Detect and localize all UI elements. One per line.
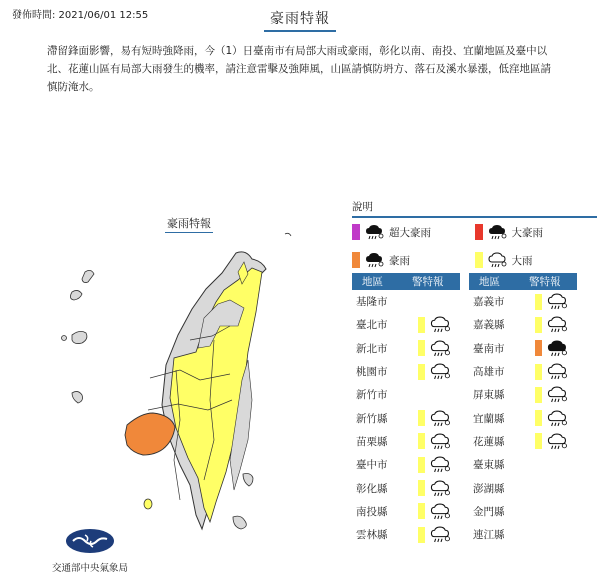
cloud-rain-icon [488,252,508,268]
warning-tables [352,273,598,546]
color-swatch [475,224,483,240]
warning-level-bar [535,410,542,426]
warning-level-bar [418,457,425,473]
area-name: 彰化縣 [356,482,388,495]
table-row [352,523,460,546]
warning-description: 滯留鋒面影響，易有短時強降雨，今（1）日臺南市有局部大雨或豪雨，彰化以南、南投、宜蘭地區及臺中以北、花蓮山區有局部大雨發生的機率，請注意雷擊及強陣風，山區請慎防坍方、落石及溪水暴漲，低窪地區請慎防淹水。 [47,45,551,93]
color-swatch [352,252,360,268]
table-row [352,476,460,499]
warning-level-bar [418,527,425,543]
area-name: 花蓮縣 [473,435,505,448]
warning-level-bar [418,410,425,426]
area-name: 臺南市 [473,342,505,355]
warning-level-bar [535,433,542,449]
table-row [469,406,577,429]
table-row [469,476,577,499]
cloud-rain-icon [430,363,452,380]
table-row [352,383,460,406]
cloud-rain-icon [430,526,452,543]
table-header: 地區 警特報 [469,273,577,290]
area-name: 桃園市 [356,366,388,379]
area-name: 宜蘭縣 [473,412,505,425]
cloud-rain-icon [430,480,452,497]
warning-level-bar [535,364,542,380]
area-name: 南投縣 [356,505,388,518]
table-row [469,360,577,383]
area-name: 臺北市 [356,319,388,332]
table-row [352,290,460,313]
table-row [352,337,460,360]
table-row [469,500,577,523]
legend-title: 說明 [352,199,597,218]
legend [352,199,597,268]
area-name: 澎湖縣 [473,482,505,495]
warning-level-bar [418,480,425,496]
area-name: 金門縣 [473,505,505,518]
color-swatch [475,252,483,268]
page-title: 豪雨特報 [264,8,336,32]
cloud-heavy-rain-icon [488,224,508,240]
publish-time: 發佈時間: 2021/06/01 12:55 [12,10,149,21]
table-row [469,290,577,313]
table-row [352,406,460,429]
area-name: 新北市 [356,342,388,355]
warning-level-bar [418,364,425,380]
table-row [352,313,460,336]
table-row [469,453,577,476]
table-row [469,430,577,453]
cloud-rain-icon [547,293,569,310]
area-name: 臺中市 [356,459,388,472]
cloud-rain-icon [547,410,569,427]
warning-table-right [469,273,577,546]
cloud-rain-icon [430,456,452,473]
agency-name: 交通部中央氣象局 [51,563,128,574]
table-row [469,383,577,406]
cloud-rain-icon [430,503,452,520]
table-row [469,313,577,336]
area-name: 新竹市 [356,389,388,402]
area-name: 嘉義縣 [473,319,505,332]
area-name: 基隆市 [356,296,388,309]
cloud-rain-icon [430,340,452,357]
table-row [352,500,460,523]
table-row [352,430,460,453]
cloud-rain-icon [430,316,452,333]
taiwan-warning-map [0,200,340,582]
warning-table-left [352,273,460,546]
area-name: 連江縣 [473,529,505,542]
legend-item-heavy-rain: 大雨 [475,252,598,268]
table-row [352,360,460,383]
cloud-rain-icon [547,433,569,450]
warning-level-bar [535,317,542,333]
area-name: 新竹縣 [356,412,388,425]
legend-item-extreme-torrential: 超大豪雨 [352,224,475,240]
table-row [469,523,577,546]
cloud-heavy-rain-icon [547,340,569,357]
legend-item-torrential: 豪雨 [352,252,475,268]
area-name: 雲林縣 [356,529,388,542]
warning-level-bar [418,503,425,519]
legend-item-extremely-heavy: 大豪雨 [475,224,598,240]
color-swatch [352,224,360,240]
map-title: 豪雨特報 [165,215,213,233]
area-name: 嘉義市 [473,296,505,309]
warning-level-bar [535,340,542,356]
area-name: 高雄市 [473,366,505,379]
cloud-rain-icon [430,410,452,427]
cloud-rain-icon [547,386,569,403]
cloud-heavy-rain-icon [365,224,385,240]
warning-level-bar [418,317,425,333]
warning-level-bar [418,433,425,449]
cloud-heavy-rain-icon [365,252,385,268]
warning-level-bar [535,294,542,310]
cwb-logo-icon [65,528,115,554]
table-row [352,453,460,476]
warning-level-bar [418,340,425,356]
area-name: 苗栗縣 [356,435,388,448]
cloud-rain-icon [430,433,452,450]
area-name: 臺東縣 [473,459,505,472]
cwb-branding [40,528,140,574]
table-row [469,337,577,360]
table-header: 地區 警特報 [352,273,460,290]
area-name: 屏東縣 [473,389,505,402]
cloud-rain-icon [547,363,569,380]
cloud-rain-icon [547,316,569,333]
warning-level-bar [535,387,542,403]
